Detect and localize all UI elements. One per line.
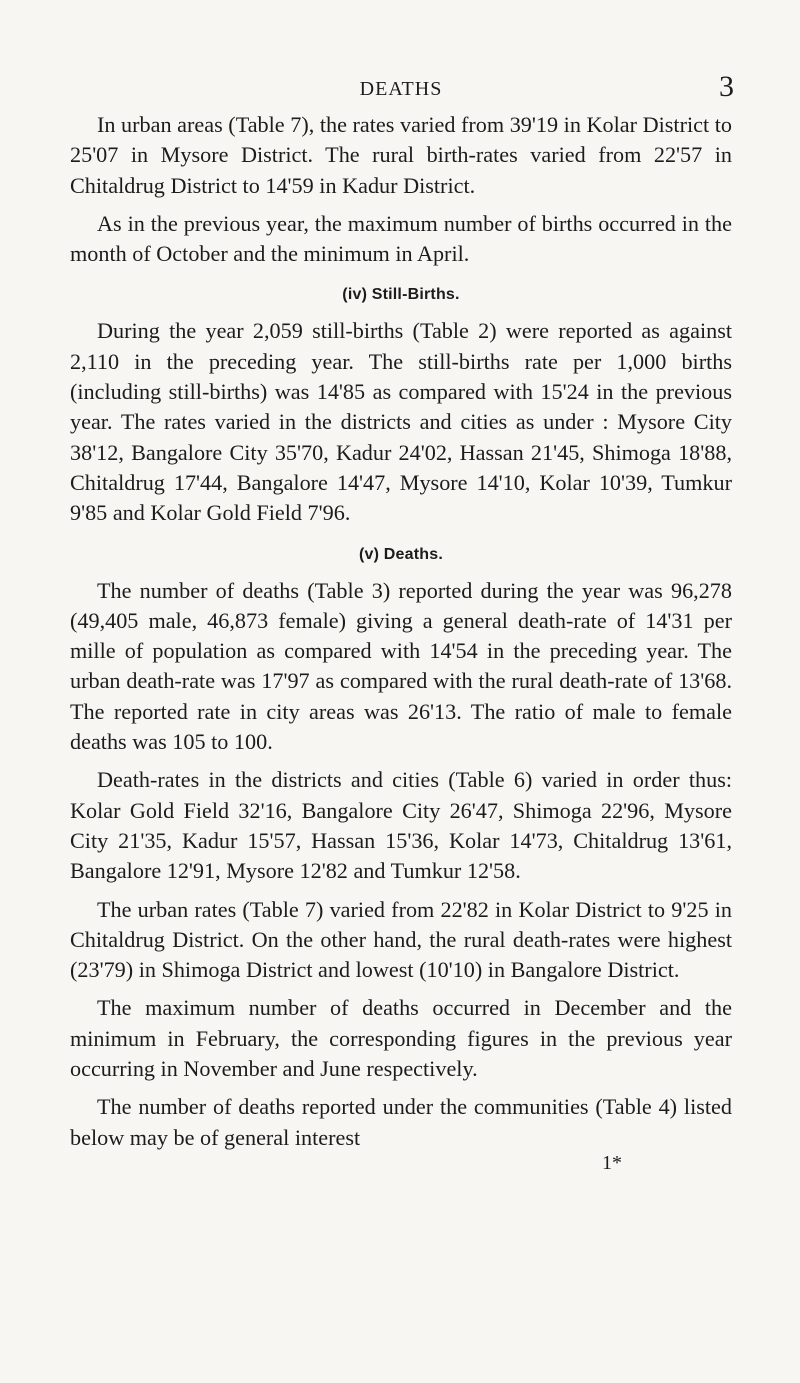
document-page: [70, 70, 732, 1173]
paragraph-deaths-total: The number of deaths (Table 3) reported during the year was 96,278 (49,405 male, 46,873 female) giving a general death-rate of 14'31 per mille of population as compared with 14'54 in the preceding year. The urban death-rate was 17'97 as compared with the rural death-rate of 13'68. The reported rate in city areas was 26'13. The ratio of male to female deaths was 105 to 100.: [70, 577, 732, 755]
signature-mark: 1*: [602, 1151, 622, 1174]
paragraph-urban-birth-rates: In urban areas (Table 7), the rates varied from 39'19 in Kolar District to 25'07 in Mysore District. The rural birth-rates varied from 22'57 in Chitaldrug District to 14'59 in Kadur District.: [70, 112, 732, 198]
paragraph-death-months: The maximum number of deaths occurred in December and the minimum in February, the corresponding figures in the previous year occurring in November and June respectively.: [70, 995, 732, 1082]
paragraph-death-rates-districts: Death-rates in the districts and cities (Table 6) varied in order thus: Kolar Gold Field 32'16, Bangalore City 26'47, Shimoga 22'96, Mysore City 21'35, Kadur 15'57, Hassan 15'36, Kolar 14'73, Chitaldrug 13'61, Bangalore 12'91, Mysore 12'82 and Tumkur 12'58.: [70, 767, 732, 884]
running-title: DEATHS: [359, 78, 443, 100]
section-heading-deaths: (v) Deaths.: [359, 545, 443, 563]
section-heading-still-births: (iv) Still-Births.: [342, 286, 460, 304]
page-number: 3: [719, 70, 734, 103]
paragraph-communities: The number of deaths reported under the communities (Table 4) listed below may be of general interest: [70, 1094, 732, 1150]
running-header: [70, 70, 732, 110]
paragraph-urban-rural-death-rates: The urban rates (Table 7) varied from 22'82 in Kolar District to 9'25 in Chitaldrug District. On the other hand, the rural death-rates were highest (23'79) in Shimoga District and lowest (10'10) in Bangalore District.: [70, 896, 732, 983]
paragraph-birth-months: As in the previous year, the maximum number of births occurred in the month of October and the minimum in April.: [70, 210, 732, 267]
paragraph-still-births: During the year 2,059 still-births (Table 2) were reported as against 2,110 in the preceding year. The still-births rate per 1,000 births (including still-births) was 14'85 as compared with 15'24 in the previous year. The rates varied in the districts and cities as under : Mysore City 38'12, Bangalore City 35'70, Kadur 24'02, Hassan 21'45, Shimoga 18'88, Chitaldrug 17'44, Bangalore 14'47, Mysore 14'10, Kolar 10'39, Tumkur 9'85 and Kolar Gold Field 7'96.: [70, 318, 732, 526]
